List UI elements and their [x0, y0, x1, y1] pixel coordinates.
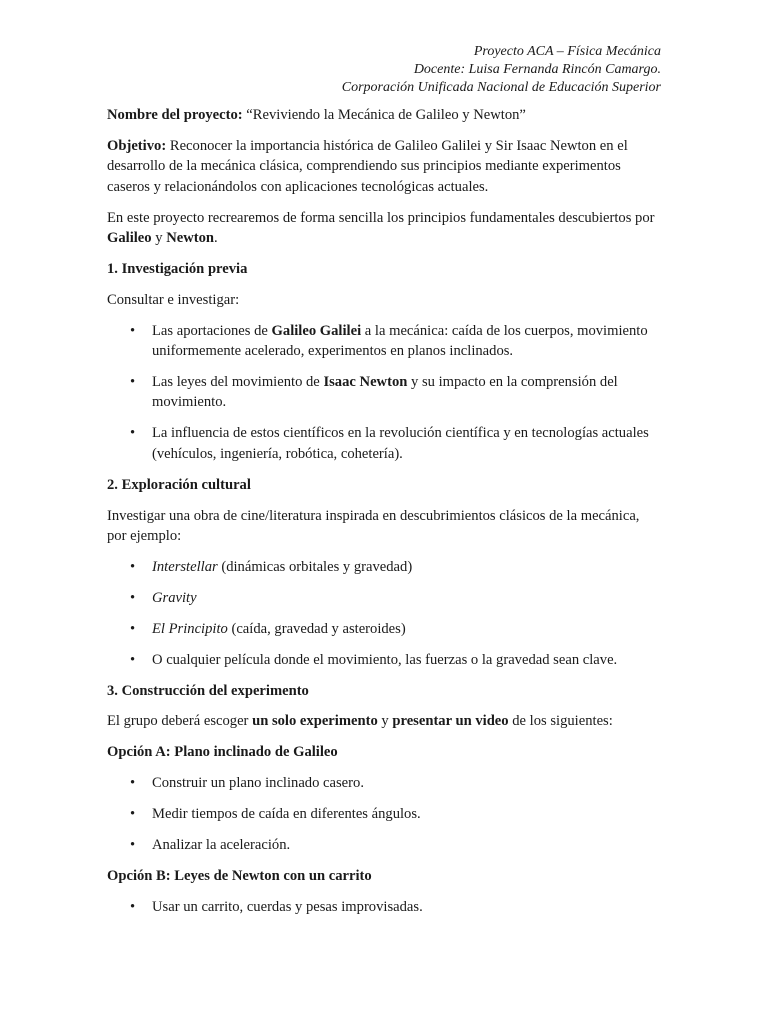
list-item	[107, 588, 661, 608]
bullet-icon: •	[130, 589, 136, 606]
section3-lead	[107, 711, 661, 731]
bullet-icon: •	[130, 425, 136, 442]
bullet-icon: •	[130, 806, 136, 823]
lead-bold: presentar un video	[392, 713, 509, 730]
bullet-icon: •	[130, 651, 136, 668]
section2-lead: Investigar una obra de cine/literatura inspirada en descubrimientos clásicos de la mecánica, por ejemplo:	[107, 507, 640, 544]
lead-bold: un solo experimento	[252, 713, 378, 730]
project-name-value: “Reviviendo la Mecánica de Galileo y Newton”	[246, 107, 526, 123]
item-text: Usar un carrito, cuerdas y pesas improvisadas.	[152, 898, 423, 915]
lead-text: El grupo deberá escoger	[107, 713, 249, 730]
list-item	[107, 372, 661, 413]
list-item	[107, 619, 661, 639]
item-text: Construir un plano inclinado casero.	[152, 775, 364, 792]
list-item	[107, 835, 661, 855]
intro-text: En este proyecto recrearemos de forma sencilla los principios fundamentales descubiertos por	[107, 209, 655, 226]
section2-heading: 2. Exploración cultural	[107, 476, 251, 493]
objective-text: Reconocer la importancia histórica de Galileo Galilei y Sir Isaac Newton en el desarrollo de la mecánica clásica, comprendiendo sus principios mediante experimentos caseros y relacionándolos con aplicaciones tecnológicas actuales.	[107, 137, 628, 195]
bullet-icon: •	[130, 620, 136, 637]
item-text: (caída, gravedad y asteroides)	[231, 620, 406, 637]
list-item	[107, 557, 661, 577]
objective-label: Objetivo:	[107, 137, 167, 154]
list-item	[107, 897, 661, 917]
item-text: O cualquier película donde el movimiento, las fuerzas o la gravedad sean clave.	[152, 651, 618, 668]
intro-conjunction: y	[155, 230, 163, 247]
item-text: La influencia de estos científicos en la revolución científica y en tecnologías actuales (vehículos, ingeniería, robótica, cohetería).	[152, 425, 649, 462]
bullet-icon: •	[130, 558, 136, 575]
bullet-icon: •	[130, 322, 136, 339]
section1-lead: Consultar e investigar:	[107, 291, 240, 308]
section3-heading: 3. Construcción del experimento	[107, 682, 309, 699]
list-item	[107, 423, 661, 464]
bullet-icon: •	[130, 775, 136, 792]
option-b-heading: Opción B: Leyes de Newton con un carrito	[107, 867, 372, 884]
item-text: (dinámicas orbitales y gravedad)	[221, 558, 413, 575]
list-item	[107, 650, 661, 670]
item-text: y su impacto en la comprensión del movimiento.	[152, 374, 618, 411]
bullet-icon: •	[130, 374, 136, 391]
header-institution: Corporación Unificada Nacional de Educación Superior	[341, 80, 661, 95]
option-a-heading: Opción A: Plano inclinado de Galileo	[107, 744, 338, 761]
option-a-list	[107, 773, 661, 855]
project-name	[107, 105, 661, 125]
section2-list	[107, 557, 661, 670]
header-teacher: Docente: Luisa Fernanda Rincón Camargo.	[413, 62, 661, 77]
objective-paragraph	[107, 136, 661, 197]
document-header	[107, 43, 661, 97]
intro-paragraph	[107, 208, 661, 249]
item-bold: Isaac Newton	[323, 374, 408, 391]
bullet-icon: •	[130, 898, 136, 915]
project-name-label: Nombre del proyecto:	[107, 107, 243, 123]
item-text: Las aportaciones de	[152, 322, 268, 339]
item-text: a la mecánica: caída de los cuerpos, movimiento uniformemente acelerado, experimentos en planos inclinados.	[152, 322, 648, 360]
bullet-icon: •	[130, 837, 136, 854]
lead-text: de los siguientes:	[512, 713, 613, 730]
item-bold: Galileo Galilei	[271, 322, 362, 339]
item-text: Las leyes del movimiento de	[152, 374, 320, 391]
item-text: Medir tiempos de caída en diferentes ángulos.	[152, 806, 421, 823]
item-italic: Interstellar	[152, 558, 218, 575]
item-italic: El Principito	[152, 620, 228, 637]
intro-period: .	[214, 230, 218, 247]
item-italic: Gravity	[152, 589, 197, 606]
section1-heading: 1. Investigación previa	[107, 260, 248, 277]
intro-newton: Newton	[166, 230, 215, 247]
lead-text: y	[381, 713, 389, 730]
list-item	[107, 804, 661, 824]
header-course: Proyecto ACA – Física Mecánica	[473, 44, 661, 59]
item-text: Analizar la aceleración.	[152, 837, 291, 854]
section1-list	[107, 321, 661, 464]
option-b-list	[107, 897, 661, 917]
intro-galileo: Galileo	[107, 230, 152, 247]
list-item	[107, 321, 661, 362]
list-item	[107, 773, 661, 793]
